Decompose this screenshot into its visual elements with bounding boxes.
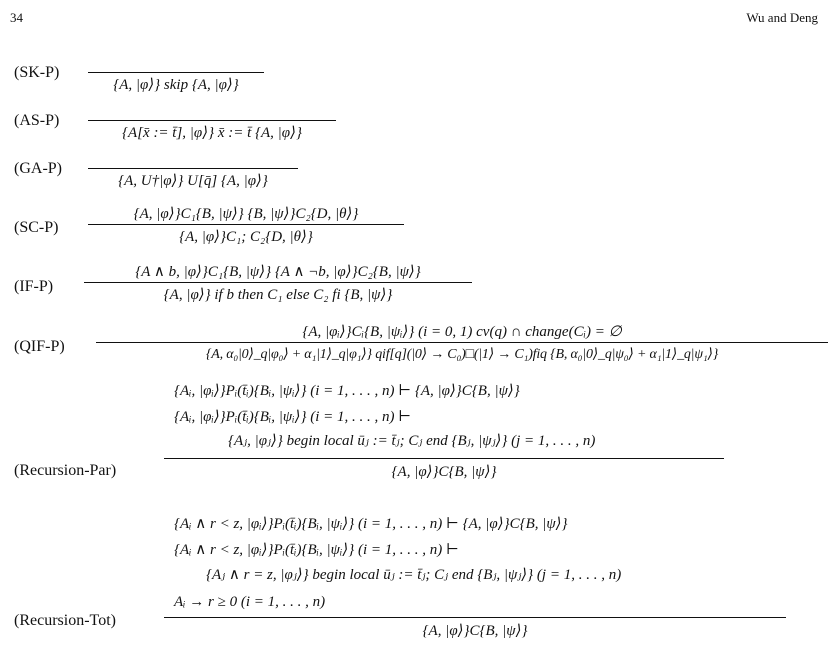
recursion-tot-line-1: {Aᵢ ∧ r < z, |φᵢ⟩}Pᵢ(t̄ᵢ){Bᵢ, |ψᵢ⟩} (i = 1, . . . , n) ⊢ {A, |φ⟩}C{B, |ψ⟩} [174,516,568,532]
recursion-par-line-3: {Aⱼ, |φⱼ⟩} begin local ūⱼ := t̄ⱼ; Cⱼ end {Bⱼ, |ψⱼ⟩} (j = 1, . . . , n) [228,433,596,449]
rule-qifp-premise: {A, |φᵢ⟩}Cᵢ{B, |ψᵢ⟩} (i = 0, 1) cv(q) ∩ change(Cᵢ) = ∅ [302,324,622,340]
rule-label-qifp: (QIF-P) [14,338,65,355]
recursion-tot-line-3: {Aⱼ ∧ r = z, |φⱼ⟩} begin local ūⱼ := t̄ⱼ; Cⱼ end {Bⱼ, |ψⱼ⟩} (j = 1, . . . , n) [206,567,622,583]
rule-skp-premise [88,58,264,72]
rule-scp [88,204,404,247]
recursion-tot-conclusion: {A, |φ⟩}C{B, |ψ⟩} [422,623,528,639]
rule-label-recursion-par: (Recursion-Par) [14,462,117,479]
rule-gap-premise [88,154,298,168]
running-header-authors: Wu and Deng [746,10,818,25]
recursion-tot-line-2: {Aᵢ ∧ r < z, |φᵢ⟩}Pᵢ(t̄ᵢ){Bᵢ, |ψᵢ⟩} (i = 1, . . . , n) ⊢ [174,542,459,558]
rule-asp-conclusion: {A[x̄ := t̄], |φ⟩} x̄ := t̄ {A, |φ⟩} [88,120,336,143]
rule-label-skp: (SK-P) [14,64,60,81]
rule-skp-conclusion: {A, |φ⟩} skip {A, |φ⟩} [88,72,264,95]
rule-label-asp: (AS-P) [14,112,60,129]
recursion-par-conclusion: {A, |φ⟩}C{B, |ψ⟩} [391,464,497,480]
rule-label-ifp: (IF-P) [14,278,54,295]
rule-label-recursion-tot: (Recursion-Tot) [14,612,116,629]
rule-label-gap: (GA-P) [14,160,62,177]
recursion-tot-inference-bar [164,617,786,618]
recursion-par-line-2: {Aᵢ, |φᵢ⟩}Pᵢ(t̄ᵢ){Bᵢ, |ψᵢ⟩} (i = 1, . . . , n) ⊢ [174,409,412,425]
rule-qifp-conclusion: {A, α₀|0⟩_q|φ₀⟩ + α₁|1⟩_q|φ₁⟩} qif[q](|0⟩ → C₀)□(|1⟩ → C₁)fiq {B, α₀|0⟩_q|ψ₀⟩ + α₁|1⟩_q|ψ₁⟩} [96,342,828,365]
recursion-tot-line-4: Aᵢ → r ≥ 0 (i = 1, . . . , n) [174,594,326,610]
page-number: 34 [10,10,23,25]
rule-qifp [96,322,828,365]
recursion-par-inference-bar [164,458,724,459]
rule-ifp [84,262,472,305]
rule-asp-premise [88,106,336,120]
rule-asp [88,106,336,143]
rule-ifp-conclusion: {A, |φ⟩} if b then C₁ else C₂ fi {B, |ψ⟩} [84,282,472,305]
rule-skp [88,58,264,95]
rule-label-scp: (SC-P) [14,219,59,236]
rule-ifp-premise: {A ∧ b, |φ⟩}C₁{B, |ψ⟩} {A ∧ ¬b, |φ⟩}C₂{B, |ψ⟩} [135,264,421,280]
rule-scp-premise: {A, |φ⟩}C₁{B, |ψ⟩} {B, |ψ⟩}C₂{D, |θ⟩} [133,206,359,222]
rule-scp-conclusion: {A, |φ⟩}C₁; C₂{D, |θ⟩} [88,224,404,247]
rule-gap [88,154,298,191]
rule-gap-conclusion: {A, U†|φ⟩} U[q̄] {A, |φ⟩} [88,168,298,191]
recursion-par-line-1: {Aᵢ, |φᵢ⟩}Pᵢ(t̄ᵢ){Bᵢ, |ψᵢ⟩} (i = 1, . . . , n) ⊢ {A, |φ⟩}C{B, |ψ⟩} [174,383,520,399]
